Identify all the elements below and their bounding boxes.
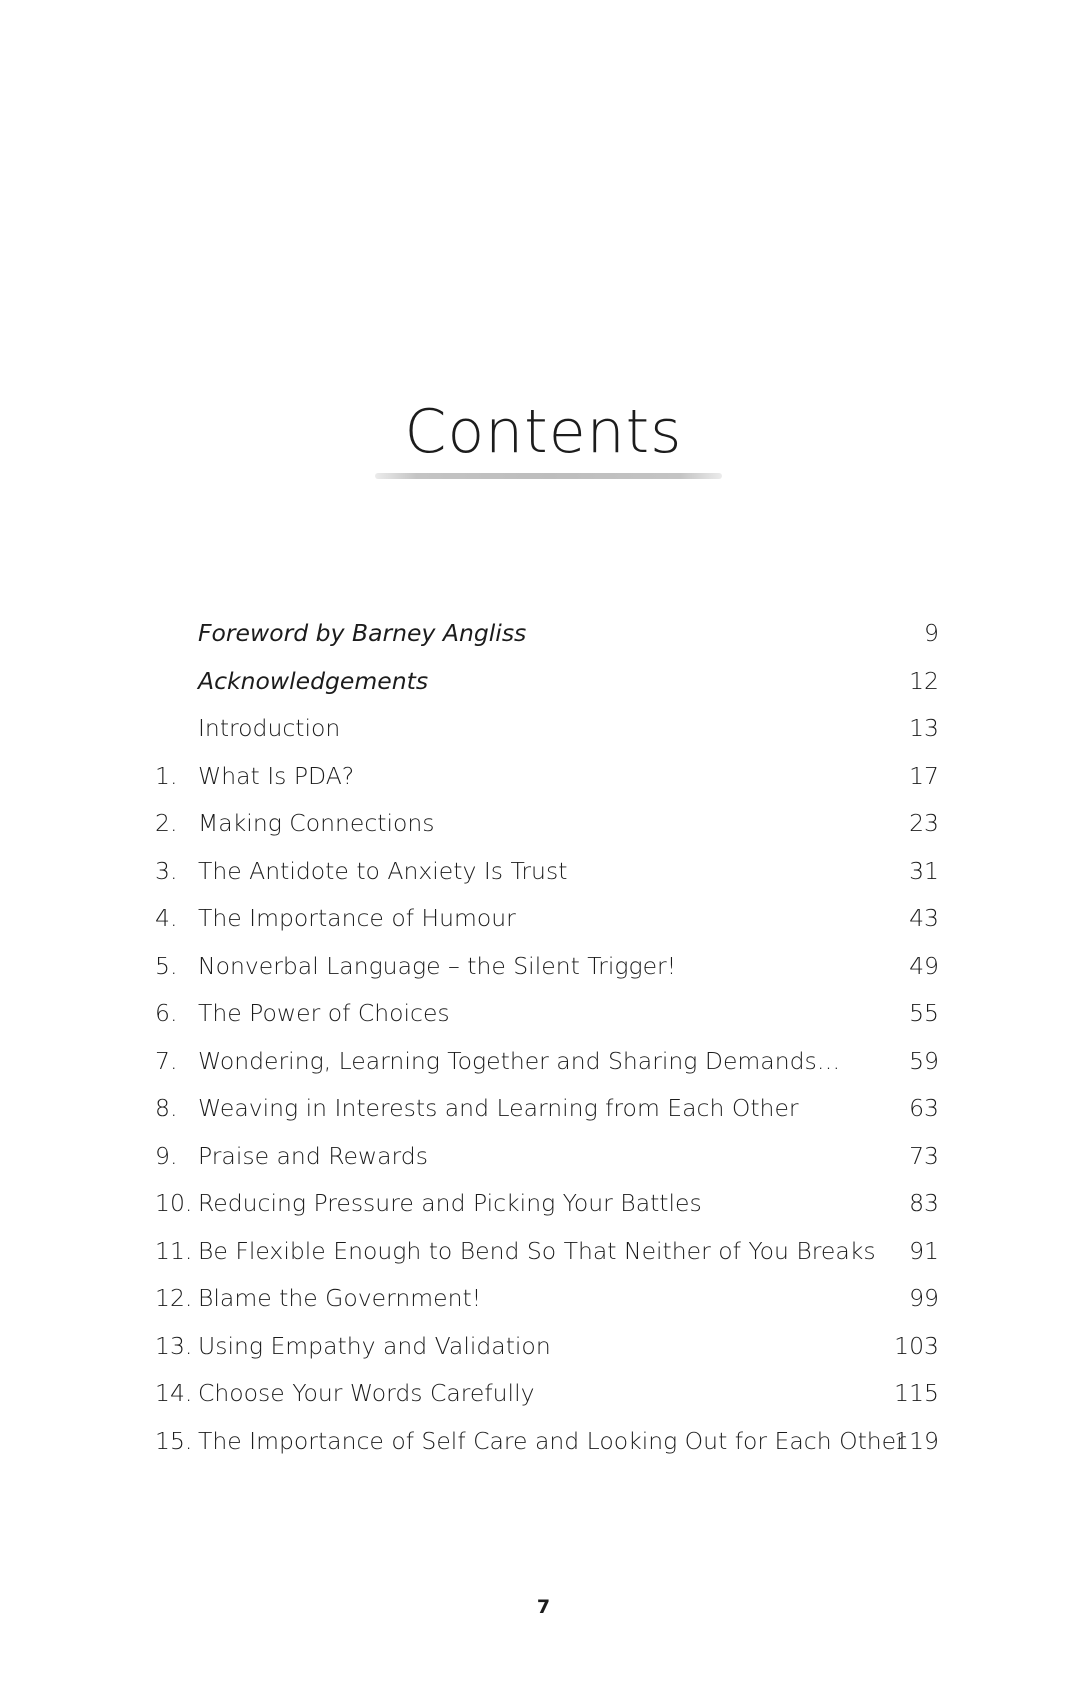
toc-entry[interactable] bbox=[155, 1370, 939, 1418]
toc-entry-page: 63 bbox=[909, 1094, 939, 1122]
toc-entry[interactable] bbox=[155, 1228, 939, 1276]
toc-entry-title: The Power of Choices bbox=[198, 999, 450, 1027]
toc-entry-page: 83 bbox=[909, 1189, 939, 1217]
toc-entry-page: 115 bbox=[894, 1379, 939, 1407]
toc-entry[interactable] bbox=[155, 1275, 939, 1323]
table-of-contents bbox=[155, 610, 939, 1465]
toc-entry-title: Blame the Government! bbox=[198, 1284, 482, 1312]
toc-entry-number: 13. bbox=[155, 1331, 193, 1360]
toc-entry-number: 6. bbox=[155, 999, 178, 1027]
toc-entry-number: 1. bbox=[155, 761, 178, 790]
toc-entry-page: 55 bbox=[909, 999, 939, 1027]
toc-entry-title: Acknowledgements bbox=[198, 666, 429, 695]
toc-entry-page: 43 bbox=[909, 904, 939, 932]
toc-entry[interactable] bbox=[155, 1418, 939, 1466]
toc-entry-title: Wondering, Learning Together and Sharing Demands… bbox=[198, 1046, 841, 1075]
toc-entry-page: 31 bbox=[909, 856, 939, 885]
toc-entry-number: 12. bbox=[155, 1284, 193, 1312]
toc-entry[interactable] bbox=[155, 753, 939, 801]
toc-entry[interactable] bbox=[155, 1323, 939, 1371]
toc-entry-page: 59 bbox=[909, 1046, 939, 1075]
toc-entry-number: 5. bbox=[155, 951, 178, 980]
toc-entry-title: Introduction bbox=[198, 714, 341, 742]
toc-entry[interactable] bbox=[155, 848, 939, 896]
toc-entry[interactable] bbox=[155, 705, 939, 753]
toc-entry-title: The Antidote to Anxiety Is Trust bbox=[198, 856, 568, 885]
toc-entry[interactable] bbox=[155, 800, 939, 848]
toc-entry-number: 2. bbox=[155, 809, 178, 837]
toc-entry[interactable] bbox=[155, 1038, 939, 1086]
toc-entry-page: 12 bbox=[909, 666, 939, 695]
toc-entry-page: 49 bbox=[909, 951, 939, 980]
toc-entry[interactable] bbox=[155, 943, 939, 991]
title-underline bbox=[375, 473, 722, 479]
toc-entry-page: 9 bbox=[924, 619, 939, 647]
toc-entry-title: Foreword by Barney Angliss bbox=[198, 619, 527, 647]
toc-entry-title: The Importance of Self Care and Looking Out for Each Other bbox=[198, 1426, 906, 1455]
toc-entry-number: 8. bbox=[155, 1094, 178, 1122]
toc-entry-page: 17 bbox=[909, 761, 939, 790]
toc-entry-number: 4. bbox=[155, 904, 178, 932]
toc-entry[interactable] bbox=[155, 1085, 939, 1133]
toc-entry[interactable] bbox=[155, 895, 939, 943]
toc-entry-title: Praise and Rewards bbox=[198, 1141, 428, 1170]
toc-entry[interactable] bbox=[155, 610, 939, 658]
toc-entry-title: The Importance of Humour bbox=[198, 904, 516, 932]
toc-entry-page: 91 bbox=[909, 1236, 939, 1265]
toc-entry-title: Choose Your Words Carefully bbox=[198, 1379, 535, 1407]
toc-entry-page: 103 bbox=[894, 1331, 939, 1360]
toc-entry-number: 3. bbox=[155, 856, 178, 885]
toc-entry-number: 9. bbox=[155, 1141, 178, 1170]
toc-entry[interactable] bbox=[155, 1133, 939, 1181]
toc-entry-title: Using Empathy and Validation bbox=[198, 1331, 551, 1360]
page-number: 7 bbox=[536, 1596, 551, 1618]
page-title: Contents bbox=[404, 397, 683, 468]
toc-entry-page: 99 bbox=[909, 1284, 939, 1312]
toc-entry-title: Making Connections bbox=[198, 809, 435, 837]
toc-entry-number: 15. bbox=[155, 1426, 193, 1455]
toc-entry-number: 14. bbox=[155, 1379, 193, 1407]
toc-entry-page: 119 bbox=[894, 1426, 939, 1455]
toc-entry[interactable] bbox=[155, 990, 939, 1038]
toc-entry[interactable] bbox=[155, 1180, 939, 1228]
toc-entry-number: 7. bbox=[155, 1046, 178, 1075]
toc-entry-page: 23 bbox=[909, 809, 939, 837]
toc-entry-title: Reducing Pressure and Picking Your Battles bbox=[198, 1189, 702, 1217]
toc-entry-number: 10. bbox=[155, 1189, 193, 1217]
toc-entry-page: 13 bbox=[909, 714, 939, 742]
toc-entry-title: Weaving in Interests and Learning from Each Other bbox=[198, 1094, 799, 1122]
toc-entry-title: What Is PDA? bbox=[198, 761, 355, 790]
toc-entry-page: 73 bbox=[909, 1141, 939, 1170]
toc-entry-title: Nonverbal Language – the Silent Trigger! bbox=[198, 951, 677, 980]
toc-entry[interactable] bbox=[155, 658, 939, 706]
toc-entry-title: Be Flexible Enough to Bend So That Neither of You Breaks bbox=[198, 1236, 876, 1265]
toc-entry-number: 11. bbox=[155, 1236, 193, 1265]
